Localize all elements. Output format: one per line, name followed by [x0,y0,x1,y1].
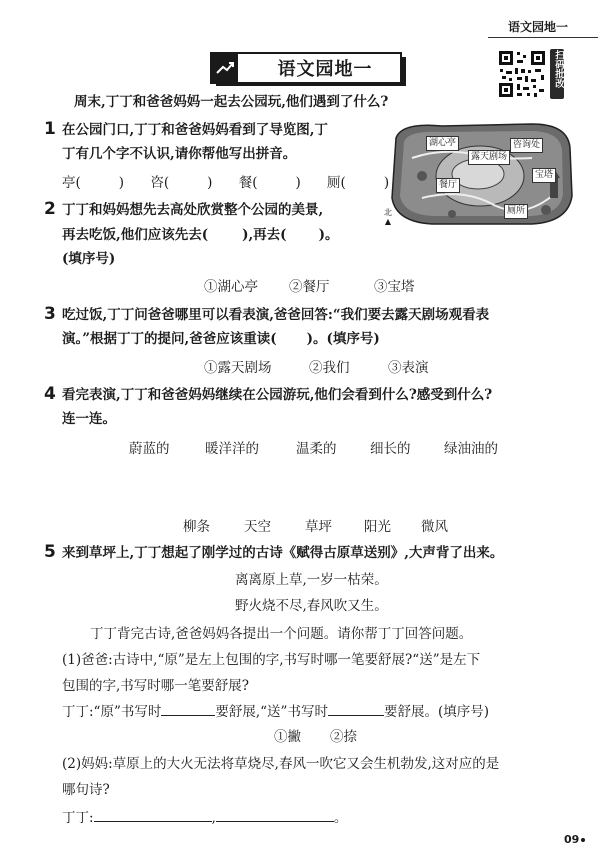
q5-sub2-line1: (2)妈妈:草原上的大火无法将草烧尽,春风一吹它又会生机勃发,这对应的是 [62,756,500,772]
q4-adjective[interactable]: 蔚蓝的 [129,441,170,457]
q1-char: 咨 [150,175,164,191]
poem-line-2: 野火烧不尽,春风吹又生。 [235,598,388,614]
qr-label-badge [550,49,564,99]
q1-char: 厕 [327,175,341,191]
q5-answer1-part: 要舒展。(填序号) [383,704,490,720]
compass-north [382,208,394,226]
map-label-lake-pavilion: 湖心亭 [426,136,459,151]
q5-answer1-part: 要舒展,“送”书写时 [215,704,328,720]
q3-text-part: )。(填序号) [306,331,380,347]
q4-noun[interactable]: 阳光 [364,519,391,535]
page-number: 09 [564,833,580,846]
q3-option: ②我们 [309,360,350,376]
q1-char: 餐 [238,175,253,191]
q2-number: 2 [44,199,56,219]
q2-option: ③宝塔 [374,279,415,295]
q4-text-line1: 看完表演,丁丁和爸爸妈妈继续在公园游玩,他们会看到什么?感受到什么? [62,387,493,403]
q2-text-part: ),再去( [242,227,287,243]
q5-answer2-part: 丁丁: [62,810,94,826]
q1-char: 亭 [62,175,76,191]
q1-pinyin-row: 亭( ) 咨( ) 餐( ) 厕( ) [62,175,390,191]
qr-label: 扫码批改 [553,50,564,88]
title-icon-box [212,54,238,82]
q4-adjective[interactable]: 温柔的 [296,441,337,457]
q5-answer2-part: , [211,810,216,826]
q3-number: 3 [44,304,56,324]
q5-answer2-blank-1[interactable] [94,821,212,822]
q4-noun[interactable]: 柳条 [183,519,210,535]
intro-text: 周末,丁丁和爸爸妈妈一起去公园玩,他们遇到了什么? [74,94,389,110]
q2-text-part: )。 [318,227,339,243]
q3-text-line1: 吃过饭,丁丁问爸爸哪里可以看表演,爸爸回答:“我们要去露天剧场观看表 [62,307,490,323]
q2-text-line3: (填序号) [62,251,116,267]
q2-option: ①湖心亭 [204,279,258,295]
q5-answer2-blank-2[interactable] [216,821,334,822]
q5-answer2-part: 。 [333,810,348,826]
header-rule [488,37,598,38]
q5-option: ①撇 [274,729,301,745]
title-banner [210,52,406,86]
q4-noun[interactable]: 微风 [421,519,448,535]
q2-text-part: 再去吃饭,他们应该先去( [62,227,209,243]
header-section-label: 语文园地一 [508,20,569,34]
q1-number: 1 [44,119,56,139]
qr-code[interactable] [497,49,547,99]
map-label-restroom: 厕所 [504,204,528,219]
north-label: 北 [384,208,392,217]
park-map [382,118,574,230]
map-label-restaurant: 餐厅 [436,178,460,193]
q4-adjective[interactable]: 细长的 [370,441,411,457]
q1-text-line1: 在公园门口,丁丁和爸爸妈妈看到了导览图,丁 [62,122,328,138]
q5-sub2-line2: 哪句诗? [62,782,110,798]
page-title: 语文园地一 [277,59,373,80]
q5-answer1-blank-yuan[interactable] [161,715,215,716]
q4-number: 4 [44,384,56,404]
q5-answer1-part: 丁丁:“原”书写时 [62,704,162,720]
q3-text-part: 演。”根据丁丁的提问,爸爸应该重读( [62,331,277,347]
q5-sub1-line2: 包围的字,书写时哪一笔要舒展? [62,678,250,694]
map-label-open-theater: 露天剧场 [468,150,510,165]
north-arrow-icon: ▲ [384,217,392,226]
q5-text-line1: 来到草坪上,丁丁想起了刚学过的古诗《赋得古原草送别》,大声背了出来。 [62,545,504,561]
q5-number: 5 [44,542,56,562]
q3-option: ③表演 [388,360,429,376]
q4-text-line2: 连一连。 [62,411,116,427]
q3-option: ①露天剧场 [204,360,272,376]
map-label-pagoda: 宝塔 [532,168,556,183]
q2-text-line1: 丁丁和妈妈想先去高处欣赏整个公园的美景, [62,202,324,218]
q5-answer1-blank-song[interactable] [328,715,384,716]
q5-answer1-line [62,700,489,720]
q5-answer2-line [62,806,347,826]
q4-adjective[interactable]: 暖洋洋的 [205,441,259,457]
q5-sub1-line1: (1)爸爸:古诗中,“原”是左上包围的字,书写时哪一笔要舒展?“送”是左下 [62,652,481,668]
q4-noun[interactable]: 草坪 [305,519,332,535]
poem-line-1: 离离原上草,一岁一枯荣。 [235,572,388,588]
map-label-info-desk: 咨询处 [510,138,543,153]
q3-text-line2 [62,327,380,351]
q1-text-line2: 丁有几个字不认识,请你帮他写出拼音。 [62,146,297,162]
trend-arrow-icon [212,54,238,82]
q4-noun[interactable]: 天空 [244,519,271,535]
q4-adjective[interactable]: 绿油油的 [444,441,498,457]
q5-text-line2: 丁丁背完古诗,爸爸妈妈各提出一个问题。请你帮丁丁回答问题。 [90,626,473,642]
q2-text-line2 [62,223,338,247]
q5-option: ②捺 [330,729,357,745]
page-number-dot [581,838,585,842]
q2-option: ②餐厅 [289,279,330,295]
